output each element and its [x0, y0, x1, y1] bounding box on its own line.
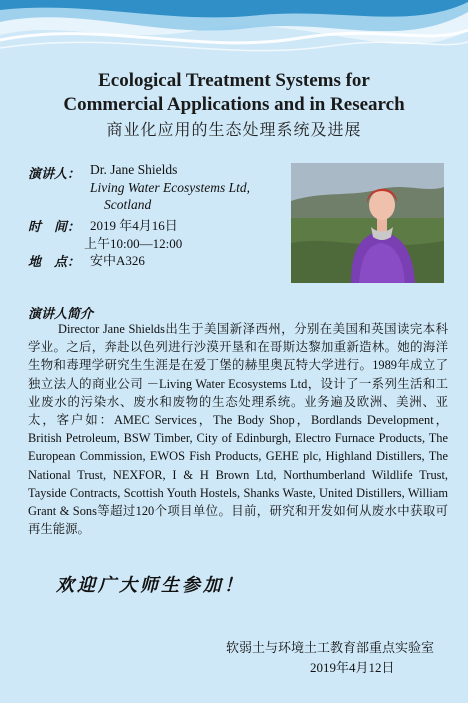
time-label: 时 间： — [28, 220, 81, 235]
speaker-org-line1: Living Water Ecosystems Ltd, — [90, 180, 250, 195]
event-title-en-line1: Ecological Treatment Systems for — [98, 70, 370, 91]
event-title-en-line2: Commercial Applications and in Research — [63, 94, 405, 115]
place-label: 地 点： — [28, 255, 81, 270]
speaker-photo — [291, 163, 444, 283]
bio-heading: 演讲人简介 — [28, 307, 94, 322]
decorative-waves — [0, 0, 468, 80]
speaker-label: 演讲人： — [28, 167, 81, 182]
bio-text: Director Jane Shields出生于美国新泽西州，分别在美国和英国读完本科学业。之后，奔赴以色列进行沙漠开垦和在哥斯达黎加重新造林。她的海洋生物和毒理学研究生生涯是在爱丁堡的赫里奥瓦特大学进行。1989年成立了独立法人的商业公司 －Living Water Ecosystems Ltd，设计了一系列生活和工业废水的污染水、废水和废物的生态处理系统。业务遍及欧洲、美洲、亚太，客户如：AMEC Services，The Body Shop，Bordlands Development，British Petroleum, BSW Timber, City of Edinburgh, Electro Furnace Products, The European Commission, EWOS Fish Products, GEHE plc, Highland Distillers, The National Trust, NEXFOR, I & H Brown Ltd, Northumberland Wildlife Trust, Tayside Contracts, Scottish Youth Hostels, Shanks Waste, United Distillers, William Grant & Sons等超过120个项目单位。目前，研究和开发如何从废水中获取可再生能源。 — [28, 322, 448, 537]
event-title-cn: 商业化应用的生态处理系统及进展 — [106, 120, 362, 139]
speaker-org-line2: Scotland — [104, 197, 152, 212]
place-value: 安中A326 — [90, 253, 145, 268]
notice-date: 2019年4月12日 — [310, 660, 395, 675]
speaker-name: Dr. Jane Shields — [90, 162, 178, 177]
time-date: 2019 年4月16日 — [90, 218, 178, 233]
welcome-text: 欢迎广大师生参加！ — [56, 575, 245, 596]
time-range: 上午10:00—12:00 — [84, 236, 183, 251]
organizer: 软弱土与环境土工教育部重点实验室 — [226, 641, 435, 656]
